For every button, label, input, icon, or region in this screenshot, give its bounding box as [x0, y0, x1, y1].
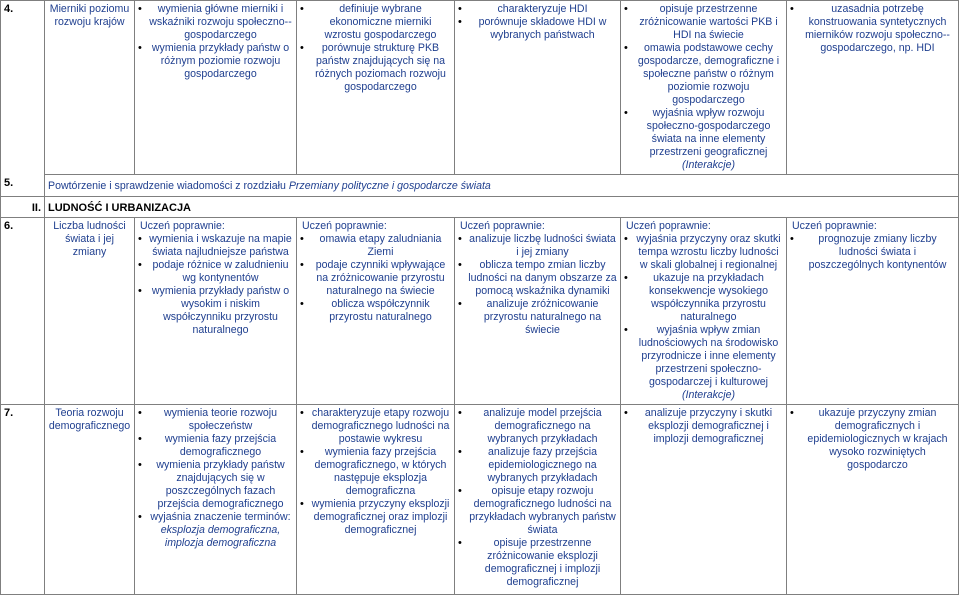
list-item: • charakteryzuje etapy rozwoju demograficznego ludności na postawie wykresu: [300, 407, 451, 446]
table-row: [1, 175, 959, 197]
cell-level-1: [135, 218, 297, 405]
list-item: • charakteryzuje HDI: [458, 3, 617, 16]
interakcje-tag: (Interakcje): [682, 159, 735, 171]
list-item: • oblicza współczynnik przyrostu naturalnego: [300, 298, 451, 324]
list-item: • omawia etapy zaludniania Ziemi: [300, 233, 451, 259]
list-item: • ukazuje przyczyny zmian demograficznych i epidemiologicznych w krajach wysoko rozwiniętych gospodarczo: [790, 407, 955, 472]
cell-level-3: [455, 218, 621, 405]
cell-level-5: [787, 218, 959, 405]
cell-header: Uczeń poprawnie:: [302, 220, 387, 232]
review-cell: [45, 175, 959, 197]
list-item: • podaje różnice w zaludnieniu wg kontynentów: [138, 259, 293, 285]
list-item: • wymienia przyczyny eksplozji demograficznej oraz implozji demograficznej: [300, 498, 451, 537]
topic-cell: Liczba ludności świata i jej zmiany: [45, 218, 135, 405]
cell-level-2: [297, 218, 455, 405]
list-item: • wymienia fazy przejścia demograficznego, w których następuje eksplozja demograficzna: [300, 446, 451, 498]
row-number: 7.: [1, 405, 45, 595]
cell-level-2: [297, 405, 455, 595]
section-title: LUDNOŚĆ I URBANIZACJA: [45, 197, 959, 218]
list-item: • opisuje przestrzenne zróżnicowanie wartości PKB i HDI na świecie: [624, 3, 783, 42]
list-item: • wymienia i wskazuje na mapie świata najludniejsze państwa: [138, 233, 293, 259]
section-row: [1, 197, 959, 218]
list-item: • wymienia przykłady państw o różnym poziomie rozwoju gospodarczego: [138, 42, 293, 81]
list-item: • uzasadnia potrzebę konstruowania syntetycznych mierników rozwoju społeczno--gospodarczego, np. HDI: [790, 3, 955, 55]
list-item: • ukazuje na przykładach konsekwencje wysokiego współczynnika przyrostu naturalnego: [624, 272, 783, 324]
table-row: [1, 1, 959, 175]
section-number: II.: [1, 197, 45, 218]
interakcje-tag: (Interakcje): [682, 389, 735, 401]
cell-level-4: [621, 1, 787, 175]
topic-cell: Mierniki poziomu rozwoju krajów: [45, 1, 135, 175]
list-item-text: wyjaśnia znaczenie terminów:: [150, 511, 291, 523]
cell-level-4: [621, 405, 787, 595]
list-item: • wymienia przykłady państw o wysokim i niskim współczynniku przyrostu naturalnego: [138, 285, 293, 337]
list-item: • analizuje model przejścia demograficznego na wybranych przykładach: [458, 407, 617, 446]
list-item: • opisuje przestrzenne zróżnicowanie eksplozji demograficznej i implozji demograficznej: [458, 537, 617, 589]
cell-level-1: [135, 1, 297, 175]
list-item: [624, 324, 783, 402]
list-item: • analizuje zróżnicowanie przyrostu naturalnego na świecie: [458, 298, 617, 337]
review-text: Powtórzenie i sprawdzenie wiadomości z rozdziału: [48, 180, 289, 192]
list-item: • wymienia przykłady państw znajdujących się w poszczególnych fazach przejścia demograficznego: [138, 459, 293, 511]
cell-level-3: [455, 1, 621, 175]
cell-header: Uczeń poprawnie:: [140, 220, 225, 232]
review-chapter: Przemiany polityczne i gospodarcze świata: [288, 180, 491, 192]
list-item: • definiuje wybrane ekonomiczne mierniki wzrostu gospodarczego: [300, 3, 451, 42]
cell-level-4: [621, 218, 787, 405]
cell-level-2: [297, 1, 455, 175]
list-item: • oblicza tempo zmian liczby ludności na danym obszarze za pomocą wskaźnika dynamiki: [458, 259, 617, 298]
cell-level-1: [135, 405, 297, 595]
list-item: • omawia podstawowe cechy gospodarcze, demograficzne i społeczne państw o różnym poziomie rozwoju gospodarczego: [624, 42, 783, 107]
table-row: [1, 405, 959, 595]
table-row: [1, 218, 959, 405]
list-item: • wymienia główne mierniki i wskaźniki rozwoju społeczno--gospodarczego: [138, 3, 293, 42]
list-item: [624, 107, 783, 172]
cell-header: Uczeń poprawnie:: [460, 220, 545, 232]
list-item: • prognozuje zmiany liczby ludności świata i poszczególnych kontynentów: [790, 233, 955, 272]
row-number: 4.: [1, 1, 45, 175]
list-item: • podaje czynniki wpływające na zróżnicowanie przyrostu naturalnego na świecie: [300, 259, 451, 298]
list-item: • porównuje strukturę PKB państw znajdujących się na różnych poziomach rozwoju gospodarczego: [300, 42, 451, 94]
list-item: • wymienia fazy przejścia demograficznego: [138, 433, 293, 459]
list-item-text: wyjaśnia wpływ rozwoju społeczno-gospodarczego świata na inne elementy przestrzeni geograficznej: [646, 107, 771, 158]
list-item: • analizuje liczbę ludności świata i jej zmiany: [458, 233, 617, 259]
list-item: • opisuje etapy rozwoju demograficznego ludności na przykładach wybranych państw świata: [458, 485, 617, 537]
cell-level-3: [455, 405, 621, 595]
list-item: • analizuje fazy przejścia epidemiologicznego na wybranych przykładach: [458, 446, 617, 485]
cell-header: Uczeń poprawnie:: [792, 220, 877, 232]
list-item: • wyjaśnia przyczyny oraz skutki tempa wzrostu liczby ludności w skali globalnej i regionalnej: [624, 233, 783, 272]
cell-header: Uczeń poprawnie:: [626, 220, 711, 232]
topic-cell: Teoria rozwoju demograficznego: [45, 405, 135, 595]
row-number: 5.: [1, 175, 45, 197]
terms-italic: eksplozja demograficzna, implozja demograficzna: [160, 524, 281, 549]
list-item: • analizuje przyczyny i skutki eksplozji demograficznej i implozji demograficznej: [624, 407, 783, 446]
cell-level-5: [787, 1, 959, 175]
list-item: • porównuje składowe HDI w wybranych państwach: [458, 16, 617, 42]
cell-level-5: [787, 405, 959, 595]
list-item: [138, 511, 293, 550]
list-item: • wymienia teorie rozwoju społeczeństw: [138, 407, 293, 433]
list-item-text: wyjaśnia wpływ zmian ludnościowych na środowisko przyrodnicze i inne elementy przestrzeni społeczno-gospodarczej i kulturowej: [638, 324, 779, 388]
row-number: 6.: [1, 218, 45, 405]
